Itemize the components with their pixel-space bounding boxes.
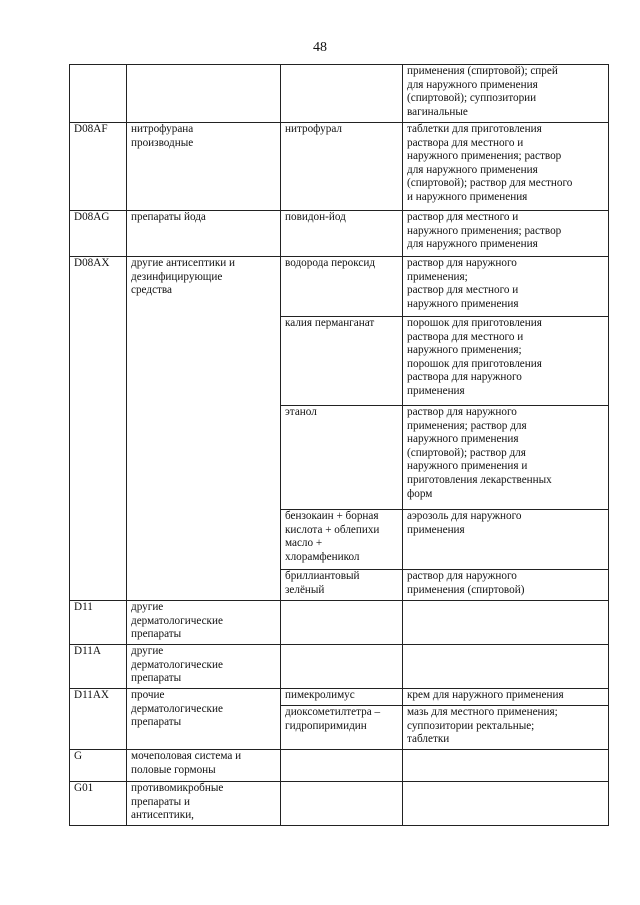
group-name-cell: препараты йода (127, 211, 281, 257)
drug-name-cell (281, 65, 403, 123)
dosage-form-cell: аэрозоль для наружного применения (403, 510, 609, 570)
atc-code-cell: D11A (70, 645, 127, 689)
drug-name-cell: бриллиантовый зелёный (281, 570, 403, 601)
group-name-cell: другие дерматологические препараты (127, 601, 281, 645)
table-row (70, 689, 609, 706)
atc-code-cell: D11 (70, 601, 127, 645)
drug-name-cell (281, 750, 403, 782)
group-name-cell: нитрофурана производные (127, 123, 281, 211)
dosage-form-cell: раствор для наружного применения; раствор для местного и наружного применения (403, 257, 609, 317)
drug-name-cell (281, 601, 403, 645)
atc-code-cell: D08AG (70, 211, 127, 257)
drug-name-cell: калия перманганат (281, 317, 403, 406)
drug-name-cell: пимекролимус (281, 689, 403, 706)
table-row (70, 211, 609, 257)
dosage-form-cell: крем для наружного применения (403, 689, 609, 706)
atc-code-cell (70, 65, 127, 123)
dosage-form-cell: раствор для наружного применения (спиртовой) (403, 570, 609, 601)
drug-name-cell: этанол (281, 406, 403, 510)
table-row (70, 65, 609, 123)
dosage-form-cell (403, 750, 609, 782)
atc-code-cell: D08AF (70, 123, 127, 211)
group-name-cell: другие дерматологические препараты (127, 645, 281, 689)
atc-code-cell: D11AX (70, 689, 127, 750)
group-name-cell: мочеполовая система и половые гормоны (127, 750, 281, 782)
atc-code-cell: D08AX (70, 257, 127, 601)
table-row (70, 123, 609, 211)
table-row (70, 645, 609, 689)
table-row (70, 257, 609, 317)
table-row (70, 601, 609, 645)
drug-name-cell: повидон-йод (281, 211, 403, 257)
drug-name-cell: нитрофурал (281, 123, 403, 211)
dosage-form-cell: раствор для местного и наружного применения; раствор для наружного применения (403, 211, 609, 257)
dosage-form-cell: порошок для приготовления раствора для местного и наружного применения; порошок для приготовления раствора для наружного применения (403, 317, 609, 406)
page-number: 48 (313, 40, 327, 55)
table-row (70, 782, 609, 826)
dosage-form-cell (403, 645, 609, 689)
group-name-cell: другие антисептики и дезинфицирующие средства (127, 257, 281, 601)
group-name-cell (127, 65, 281, 123)
dosage-form-cell: мазь для местного применения; суппозитории ректальные; таблетки (403, 706, 609, 750)
dosage-form-cell: раствор для наружного применения; раствор для наружного применения (спиртовой); раствор для наружного применения и приготовления лекарственных форм (403, 406, 609, 510)
atc-code-cell: G01 (70, 782, 127, 826)
table-row (70, 750, 609, 782)
group-name-cell: противомикробные препараты и антисептики, (127, 782, 281, 826)
dosage-form-cell: применения (спиртовой); спрей для наружного применения (спиртовой); суппозитории вагинальные (403, 65, 609, 123)
drug-name-cell (281, 645, 403, 689)
drug-name-cell: диоксометилтетра – гидропиримидин (281, 706, 403, 750)
dosage-form-cell (403, 782, 609, 826)
dosage-form-cell: таблетки для приготовления раствора для местного и наружного применения; раствор для наружного применения (спиртовой); раствор для местного и наружного применения (403, 123, 609, 211)
atc-code-cell: G (70, 750, 127, 782)
drug-name-cell: водорода пероксид (281, 257, 403, 317)
drug-name-cell (281, 782, 403, 826)
dosage-form-cell (403, 601, 609, 645)
drug-classification-table (69, 64, 609, 826)
drug-name-cell: бензокаин + борная кислота + облепихи масло + хлорамфеникол (281, 510, 403, 570)
group-name-cell: прочие дерматологические препараты (127, 689, 281, 750)
